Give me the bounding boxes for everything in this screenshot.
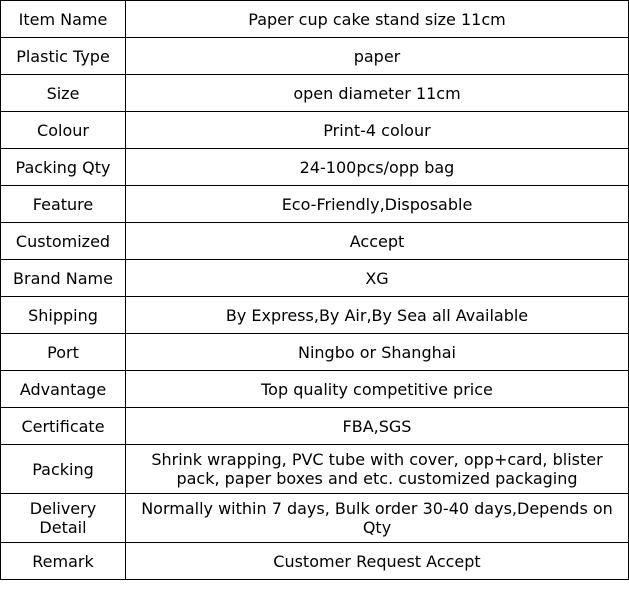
row-label: Certificate bbox=[1, 408, 126, 445]
row-label: Port bbox=[1, 334, 126, 371]
row-value: Paper cup cake stand size 11cm bbox=[126, 1, 629, 38]
row-value: By Express,By Air,By Sea all Available bbox=[126, 297, 629, 334]
row-label: Plastic Type bbox=[1, 38, 126, 75]
row-value: Customer Request Accept bbox=[126, 543, 629, 580]
row-label: Brand Name bbox=[1, 260, 126, 297]
table-row bbox=[1, 445, 629, 494]
row-value: open diameter 11cm bbox=[126, 75, 629, 112]
table-row bbox=[1, 334, 629, 371]
row-value: Eco-Friendly,Disposable bbox=[126, 186, 629, 223]
row-label: Customized bbox=[1, 223, 126, 260]
table-row bbox=[1, 297, 629, 334]
row-label: Item Name bbox=[1, 1, 126, 38]
row-value: Shrink wrapping, PVC tube with cover, opp+card, blister pack, paper boxes and etc. customized packaging bbox=[126, 445, 629, 494]
row-value: 24-100pcs/opp bag bbox=[126, 149, 629, 186]
table-row bbox=[1, 408, 629, 445]
row-label: Delivery Detail bbox=[1, 494, 126, 543]
row-label: Advantage bbox=[1, 371, 126, 408]
table-row bbox=[1, 223, 629, 260]
row-value: paper bbox=[126, 38, 629, 75]
table-row bbox=[1, 494, 629, 543]
table-row bbox=[1, 38, 629, 75]
row-value: Accept bbox=[126, 223, 629, 260]
table-row bbox=[1, 186, 629, 223]
row-value: Ningbo or Shanghai bbox=[126, 334, 629, 371]
table-row bbox=[1, 1, 629, 38]
row-value: XG bbox=[126, 260, 629, 297]
row-value: Top quality competitive price bbox=[126, 371, 629, 408]
row-label: Size bbox=[1, 75, 126, 112]
row-value: Print-4 colour bbox=[126, 112, 629, 149]
row-label: Packing Qty bbox=[1, 149, 126, 186]
row-label: Shipping bbox=[1, 297, 126, 334]
row-label: Colour bbox=[1, 112, 126, 149]
row-label: Remark bbox=[1, 543, 126, 580]
table-row bbox=[1, 149, 629, 186]
table-row bbox=[1, 371, 629, 408]
table-row bbox=[1, 543, 629, 580]
row-label: Feature bbox=[1, 186, 126, 223]
table-row bbox=[1, 260, 629, 297]
row-label: Packing bbox=[1, 445, 126, 494]
row-value: Normally within 7 days, Bulk order 30-40 days,Depends on Qty bbox=[126, 494, 629, 543]
table-row bbox=[1, 75, 629, 112]
row-value: FBA,SGS bbox=[126, 408, 629, 445]
table-row bbox=[1, 112, 629, 149]
